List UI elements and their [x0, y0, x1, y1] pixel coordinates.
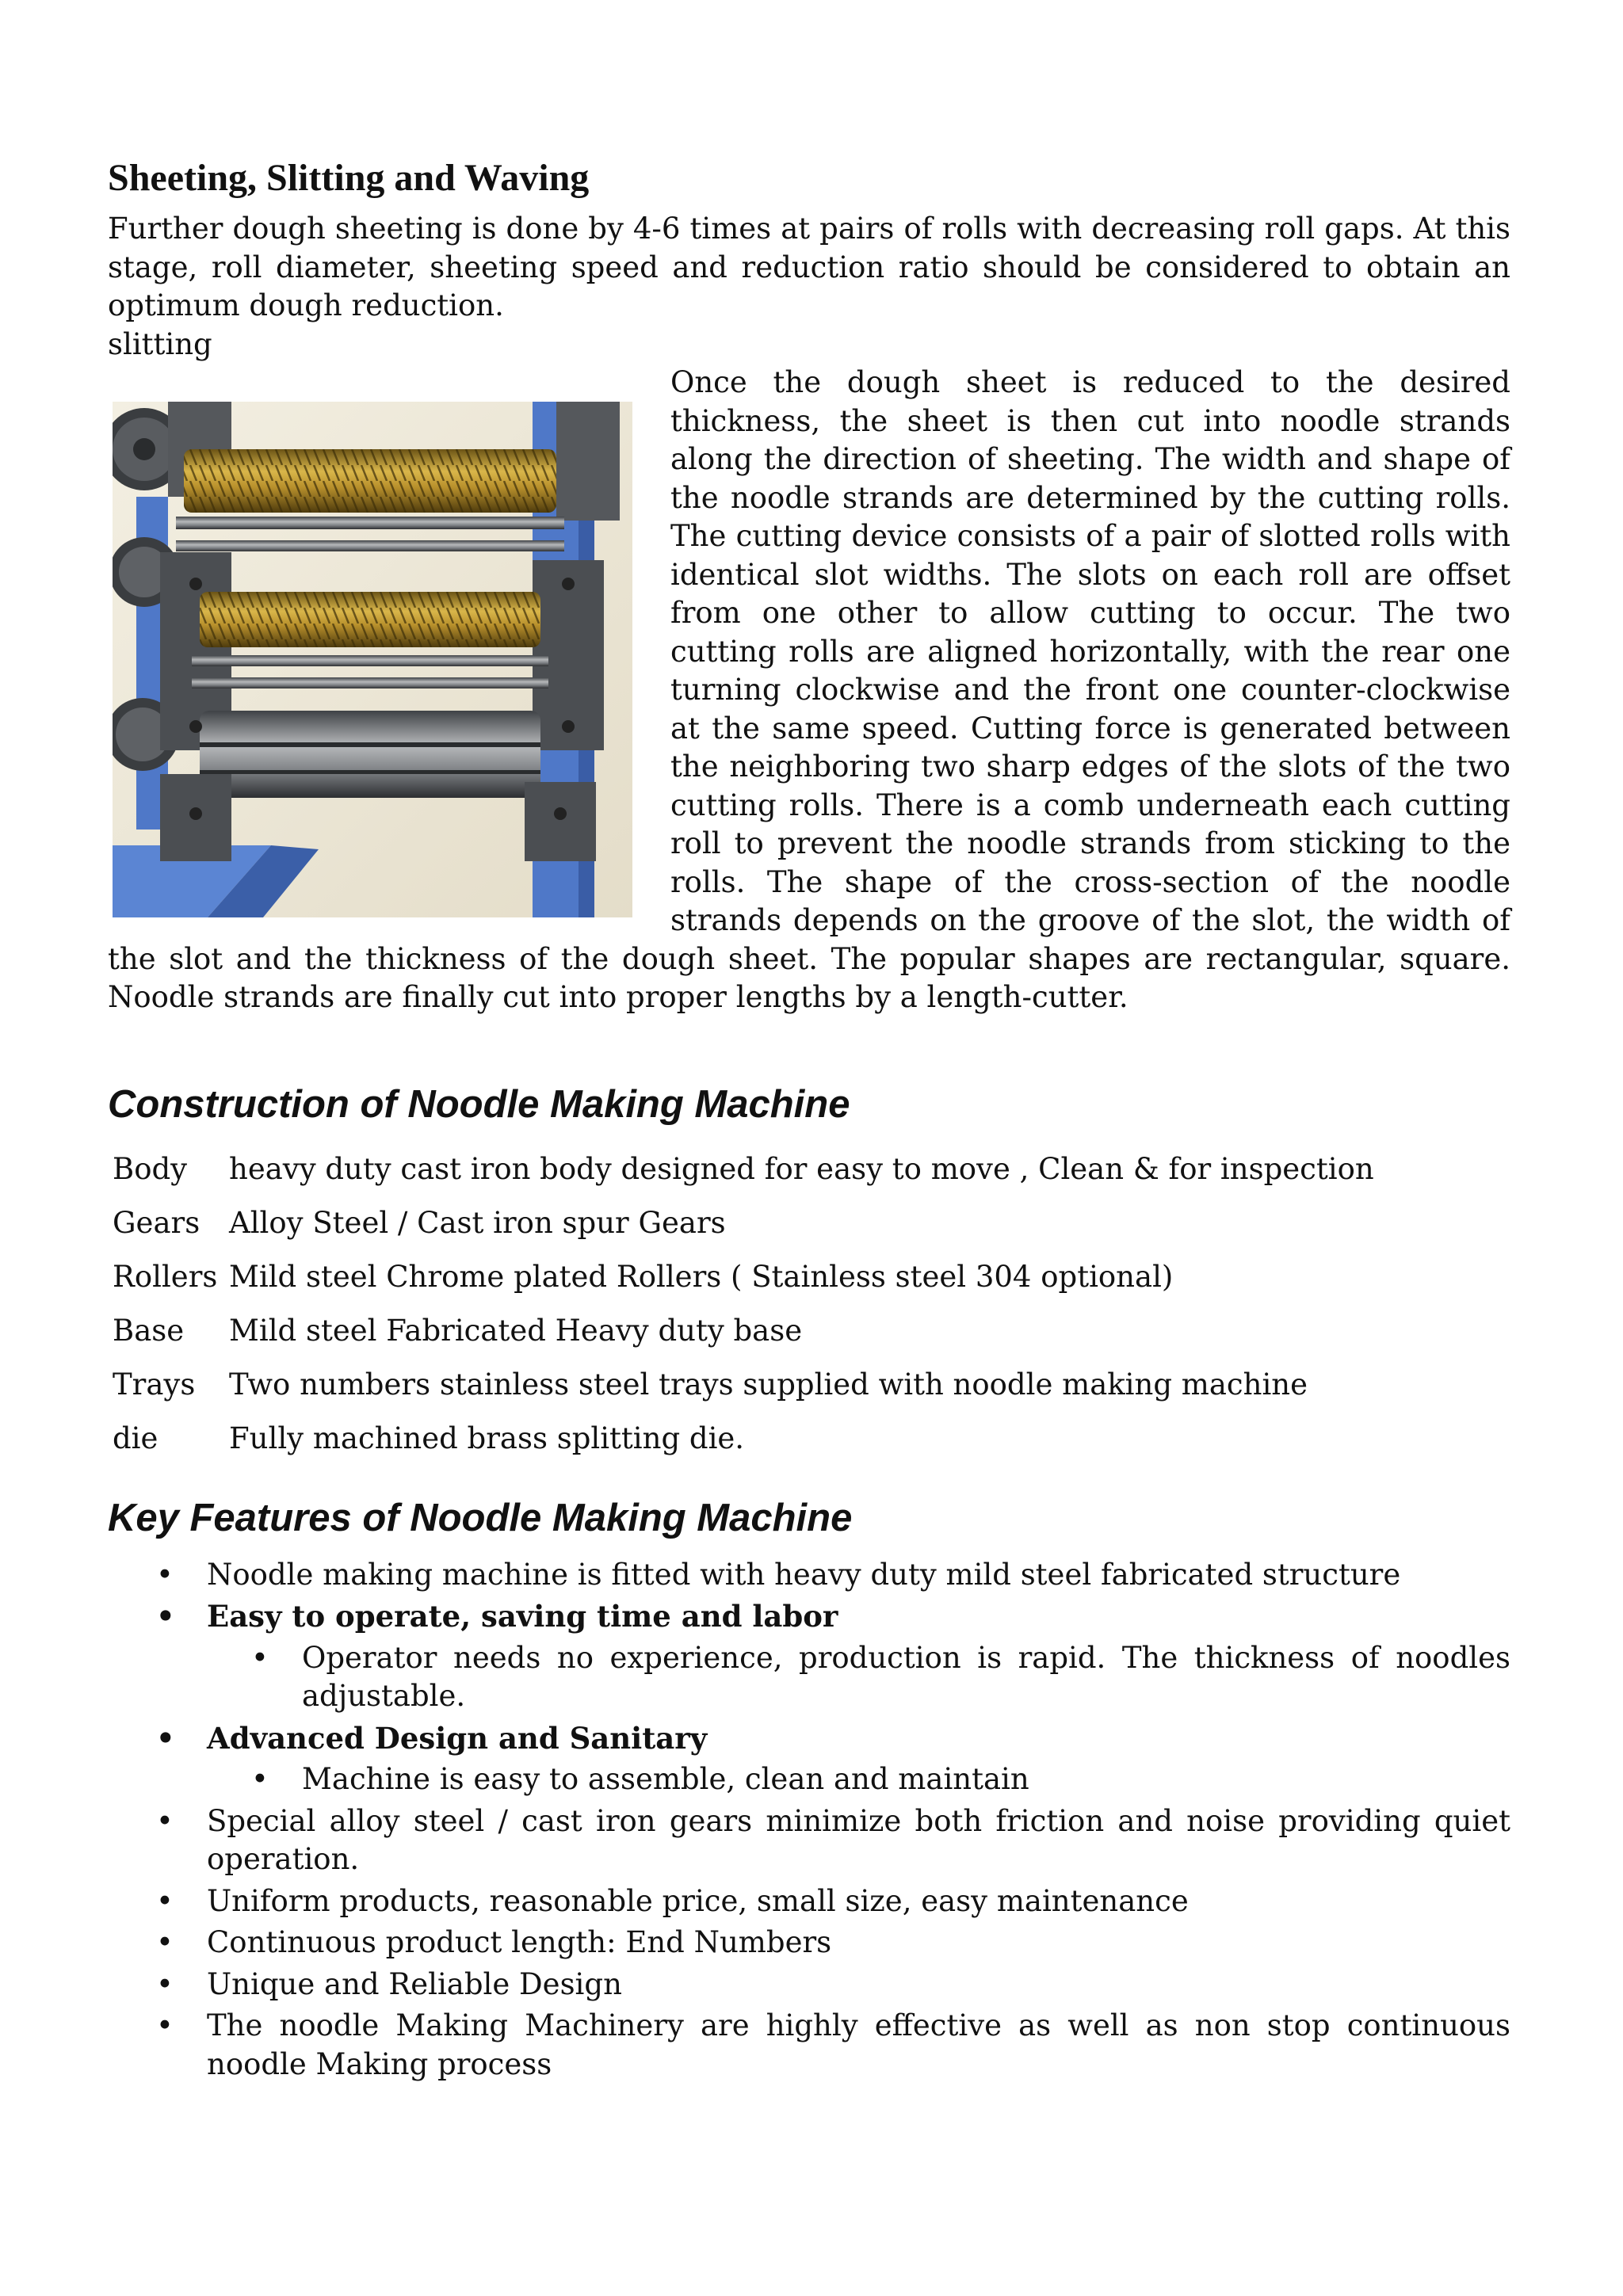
bullet-icon: •: [156, 1803, 174, 1838]
spec-key: Trays: [113, 1367, 196, 1402]
list-item: • Unique and Reliable Design: [108, 1966, 1510, 2004]
list-item: • Continuous product length: End Numbers: [108, 1924, 1510, 1962]
list-item: • Easy to operate, saving time and labor: [108, 1597, 1510, 1636]
bullet-icon: •: [156, 1599, 175, 1634]
list-subitem: • Machine is easy to assemble, clean and maintain: [108, 1760, 1510, 1799]
spec-row-rollers: [113, 1250, 1374, 1304]
spec-value: Alloy Steel / Cast iron spur Gears: [229, 1206, 726, 1240]
bullet-icon: •: [156, 1925, 174, 1959]
bullet-icon: •: [251, 1640, 269, 1675]
noodle-machine-illustration: [113, 402, 632, 917]
list-item: • Advanced Design and Sanitary: [108, 1719, 1510, 1758]
spec-row-trays: [113, 1358, 1374, 1412]
spec-key: die: [113, 1421, 158, 1455]
spec-row-body: [113, 1142, 1374, 1196]
section-heading-sheeting: Sheeting, Slitting and Waving: [108, 157, 590, 199]
bullet-icon: •: [156, 1557, 174, 1592]
spec-value: Fully machined brass splitting die.: [229, 1421, 745, 1455]
features-list: [108, 1556, 1510, 2084]
spec-row-base: [113, 1304, 1374, 1358]
construction-spec-table: [113, 1142, 1374, 1466]
spec-value: Mild steel Fabricated Heavy duty base: [229, 1314, 803, 1348]
slitting-subheading: slitting: [108, 326, 212, 361]
list-item: • The noodle Making Machinery are highly effective as well as non stop continuous noodle Making process: [156, 2008, 1510, 2081]
bullet-icon: •: [251, 1762, 269, 1796]
spec-key: Body: [113, 1152, 188, 1186]
spec-key: Base: [113, 1314, 185, 1348]
features-heading: Key Features of Noodle Making Machine: [108, 1496, 853, 1539]
spec-key: Gears: [113, 1206, 200, 1240]
document-page: [108, 154, 1510, 2087]
list-item: • Special alloy steel / cast iron gears minimize both friction and noise providing quiet operation.: [156, 1803, 1510, 1876]
list-item: • Noodle making machine is fitted with heavy duty mild steel fabricated structure: [108, 1556, 1510, 1595]
bullet-icon: •: [156, 1966, 174, 2001]
construction-heading: Construction of Noodle Making Machine: [108, 1082, 850, 1126]
spec-key: Rollers: [113, 1260, 218, 1294]
spec-value: Two numbers stainless steel trays supplied with noodle making machine: [229, 1367, 1308, 1402]
noodle-machine-photo: [113, 402, 632, 917]
slitting-paragraph: Once the dough sheet is reduced to the desired thickness, the sheet is then cut into noodle strands along the direction of sheeting. The width and shape of the noodle strands are determined by the cutting rolls. The cutting device consists of a pair of slotted rolls with identical slot widths. The slots on each roll are offset from one other to allow cutting to occur. The two cutting rolls are aligned horizontally, with the rear one turning clockwise and the front one counter-clockwise at the same speed. Cutting force is generated between the neighboring two sharp edges of the slots of the two cutting rolls. There is a comb underneath each cutting roll to prevent the noodle strands from sticking to the rolls. The shape of the cross-section of the noodle strands depends on the groove of the slot, the width of the slot and the thickness of the dough sheet. The popular shapes are rectangular, square. Noodle strands are finally cut into proper lengths by a length-cutter.: [108, 365, 1510, 1014]
bullet-icon: •: [156, 2008, 174, 2042]
bullet-icon: •: [156, 1883, 174, 1918]
list-item: • Uniform products, reasonable price, small size, easy maintenance: [108, 1882, 1510, 1921]
spec-value: heavy duty cast iron body designed for easy to move , Clean & for inspection: [229, 1152, 1374, 1186]
spec-value: Mild steel Chrome plated Rollers ( Stainless steel 304 optional): [229, 1260, 1174, 1294]
spec-row-gears: [113, 1196, 1374, 1250]
bullet-icon: •: [156, 1720, 175, 1756]
intro-paragraph: Further dough sheeting is done by 4-6 times at pairs of rolls with decreasing roll gaps. At this stage, roll diameter, sheeting speed and reduction ratio should be considered to obtain an optimum dough reduction.: [108, 212, 1510, 322]
spec-row-die: [113, 1412, 1374, 1466]
list-subitem: • Operator needs no experience, production is rapid. The thickness of noodles adjustable.: [251, 1640, 1510, 1713]
